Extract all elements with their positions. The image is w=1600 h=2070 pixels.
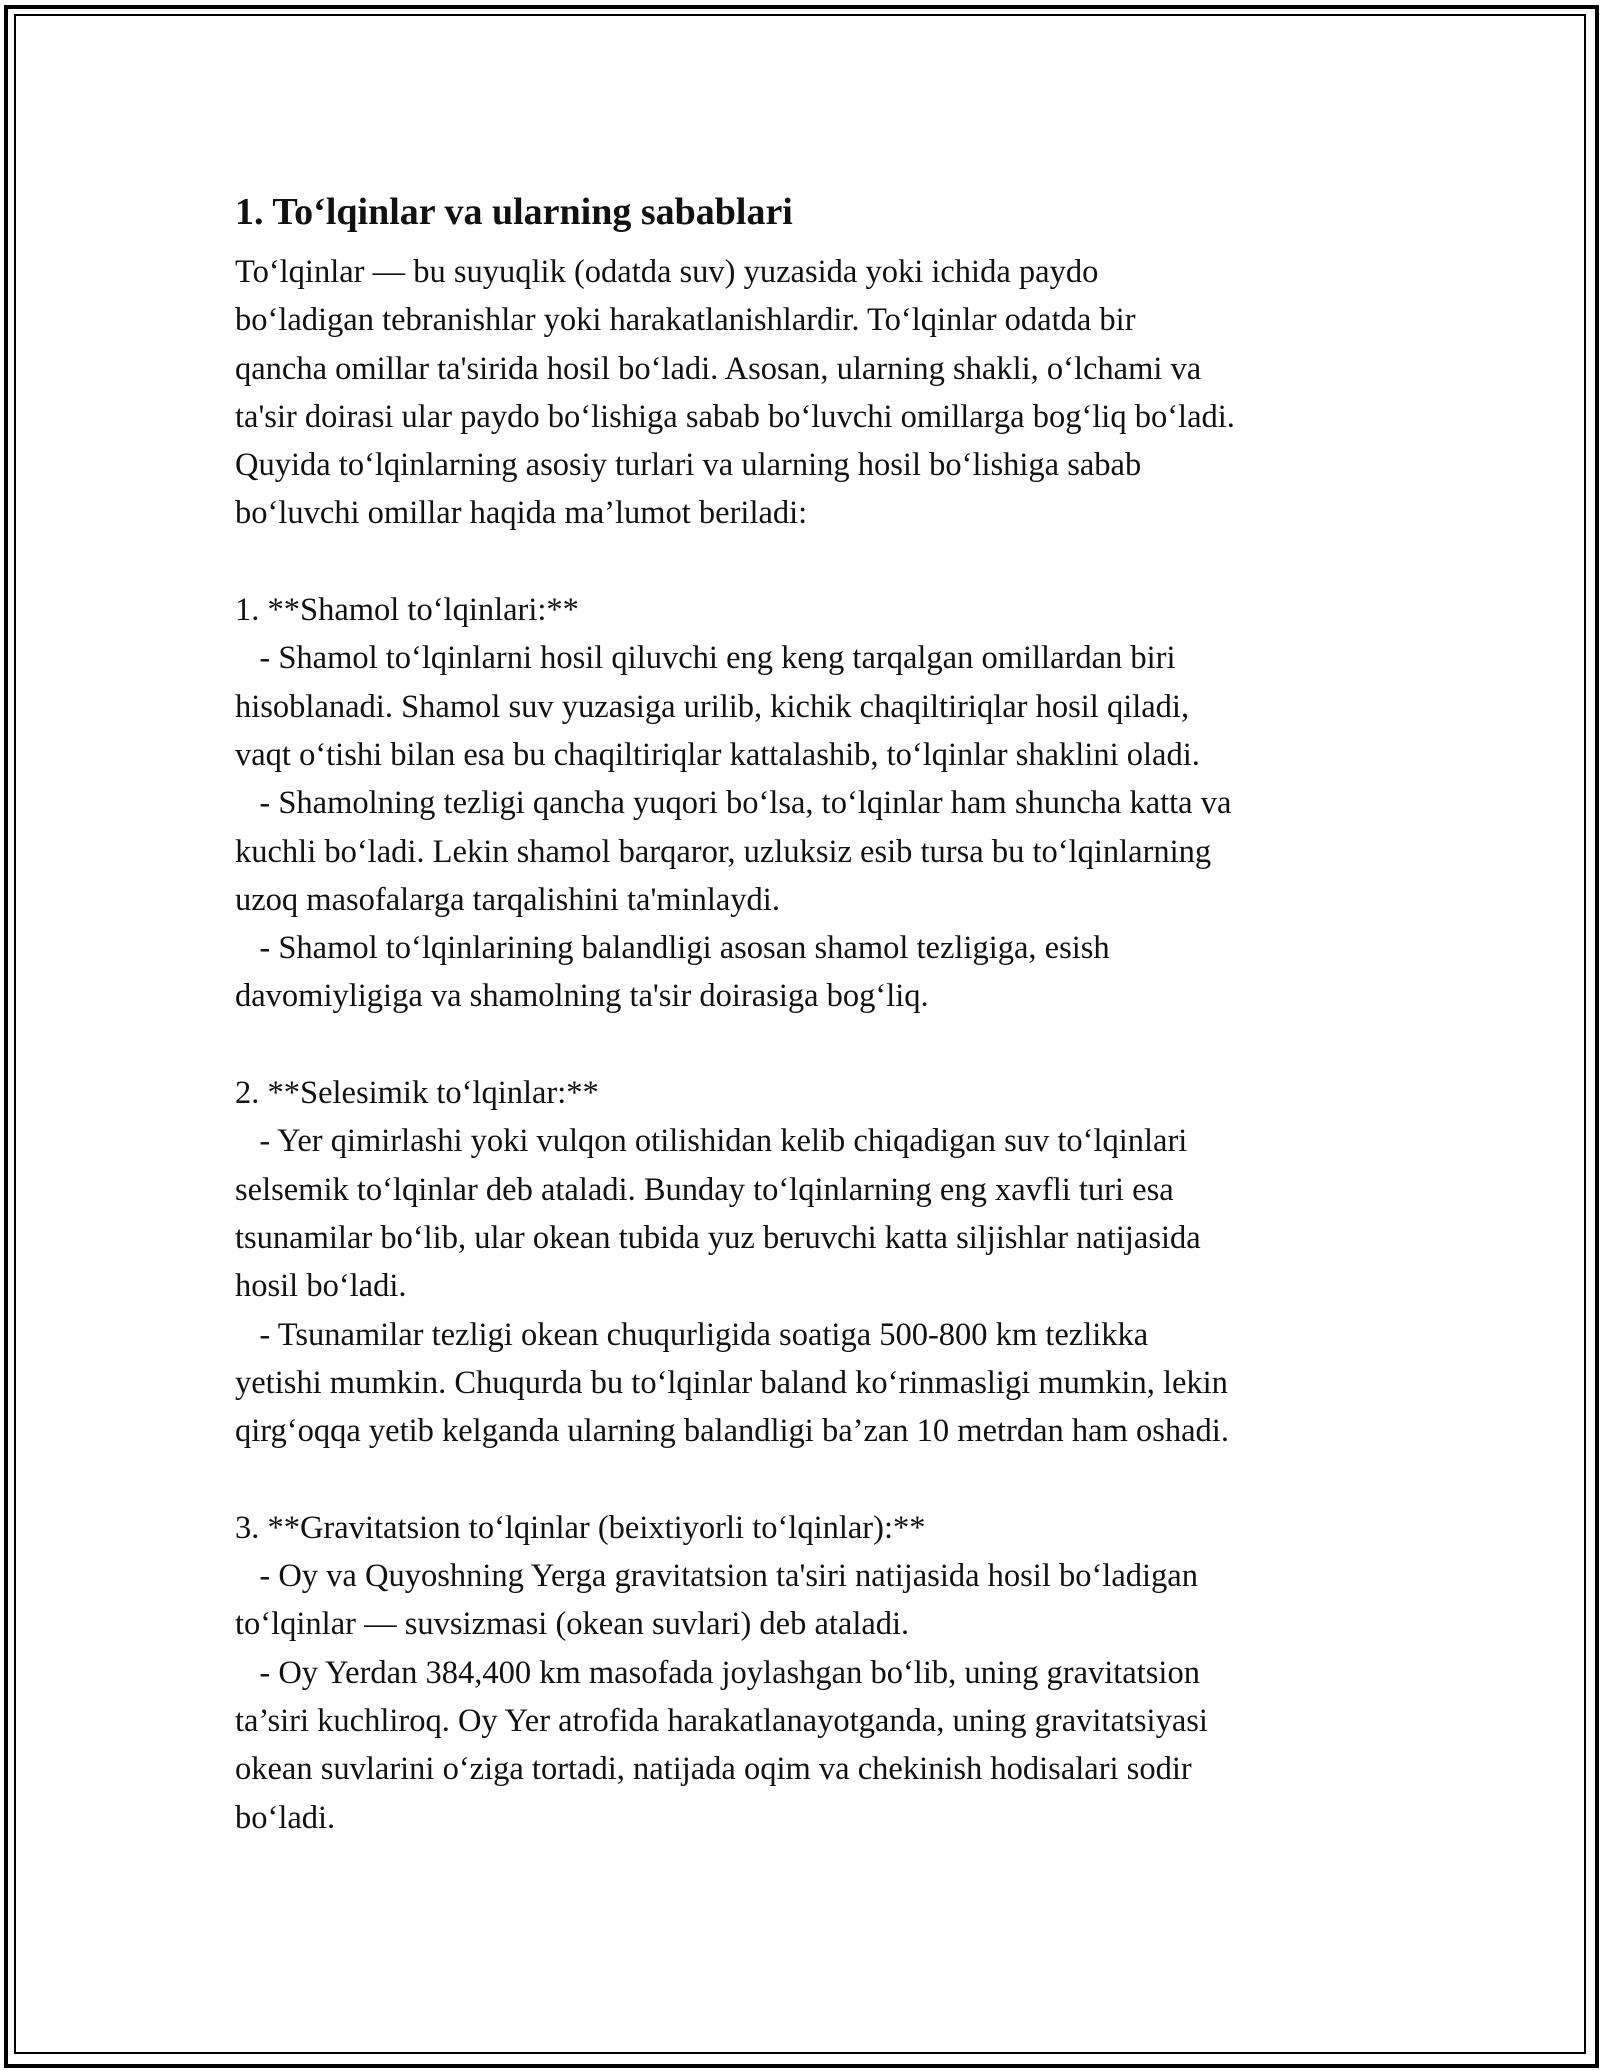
document-title: 1. To‘lqinlar va ularning sabablari — [235, 191, 793, 233]
section-heading-gravitational-waves: 3. **Gravitatsion to‘lqinlar (beixtiyorli to‘lqinlar):** — [235, 1509, 926, 1546]
section-body-wind-waves: - Shamol to‘lqinlarni hosil qiluvchi eng keng tarqalgan omillardan biri hisoblanadi. Shamol suv yuzasiga urilib, kichik chaqiltiriqlar hosil qiladi, vaqt o‘tishi bilan esa bu chaqiltiriqlar kattalashib, to‘lqinlar shaklini oladi. - Shamolning tezligi qancha yuqori bo‘lsa, to‘lqinlar ham shuncha katta va kuchli bo‘ladi. Lekin shamol barqaror, uzluksiz esib tursa bu to‘lqinlarning uzoq masofalarga tarqalishini ta'minlaydi. - Shamol to‘lqinlarining balandligi asosan shamol tezligiga, esish davomiyligiga va shamolning ta'sir doirasiga bog‘liq. — [235, 640, 1232, 1015]
paragraph-spacer — [235, 1455, 1385, 1503]
paragraph-spacer — [235, 538, 1385, 586]
section-body-gravitational-waves: - Oy va Quyoshning Yerga gravitatsion ta'siri natijasida hosil bo‘ladigan to‘lqinlar — suvsizmasi (okean suvlari) deb ataladi. - Oy Yerdan 384,400 km masofada joylashgan bo‘lib, uning gravitatsion ta’siri kuchliroq. Oy Yer atrofida harakatlanayotganda, uning gravitatsiyasi okean suvlarini o‘ziga tortadi, natijada oqim va chekinish hodisalari sodir bo‘ladi. — [235, 1558, 1208, 1836]
paragraph-spacer — [235, 1021, 1385, 1069]
section-heading-wind-waves: 1. **Shamol to‘lqinlari:** — [235, 592, 579, 629]
intro-paragraph: To‘lqinlar — bu suyuqlik (odatda suv) yuzasida yoki ichida paydo bo‘ladigan tebranishlar yoki harakatlanishlardir. To‘lqinlar odatda bir qancha omillar ta'sirida hosil bo‘ladi. Asosan, ularning shakli, o‘lchami va ta'sir doirasi ular paydo bo‘lishiga sabab bo‘luvchi omillarga bog‘liq bo‘ladi. Quyida to‘lqinlarning asosiy turlari va ularning hosil bo‘lishiga sabab bo‘luvchi omillar haqida ma’lumot beriladi: — [235, 254, 1235, 532]
section-heading-seismic-waves: 2. **Selesimik to‘lqinlar:** — [235, 1075, 599, 1112]
document-body — [235, 186, 1385, 1842]
section-body-seismic-waves: - Yer qimirlashi yoki vulqon otilishidan kelib chiqadigan suv to‘lqinlari selsemik to‘lqinlar deb ataladi. Bunday to‘lqinlarning eng xavfli turi esa tsunamilar bo‘lib, ular okean tubida yuz beruvchi katta siljishlar natijasida hosil bo‘ladi. - Tsunamilar tezligi okean chuqurligida soatiga 500-800 km tezlikka yetishi mumkin. Chuqurda bu to‘lqinlar baland ko‘rinmasligi mumkin, lekin qirg‘oqqa yetib kelganda ularning balandligi ba’zan 10 metrdan ham oshadi. — [235, 1123, 1229, 1450]
